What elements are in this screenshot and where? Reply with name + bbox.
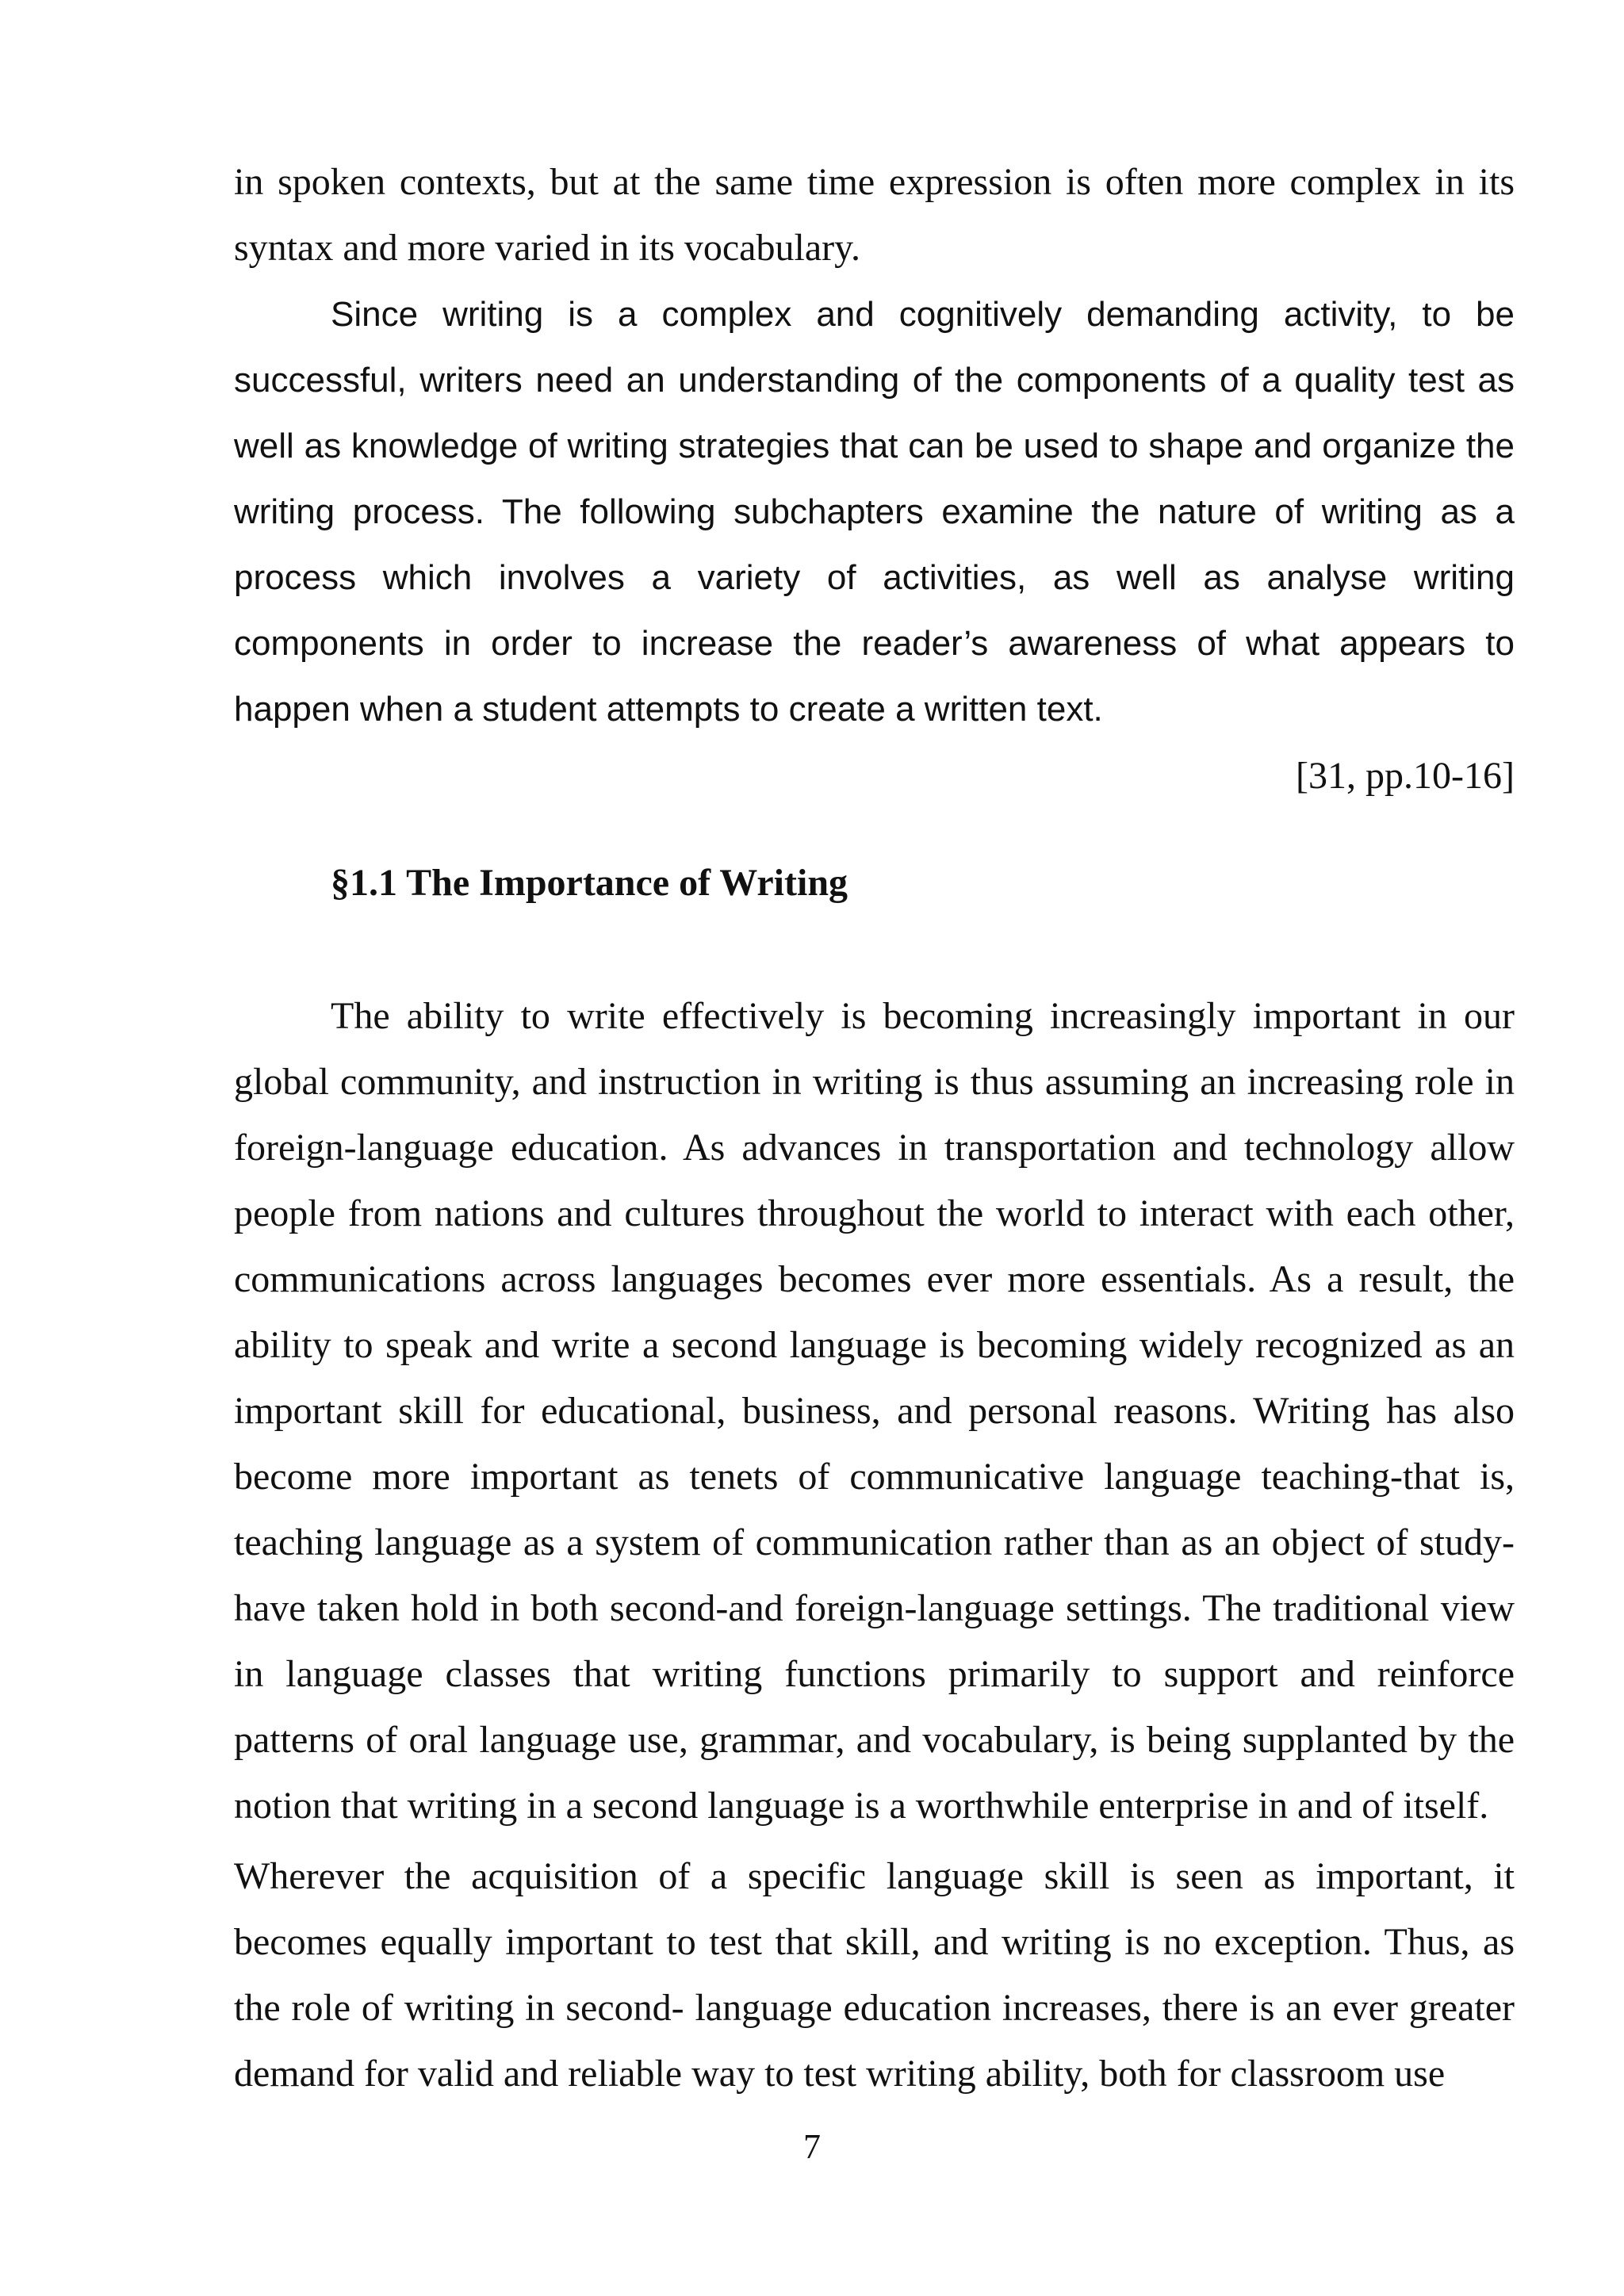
paragraph-since-writing: Since writing is a complex and cognitively demanding activity, to be successful, writers need an understanding of the components of a quality test as well as knowledge of writing strategies that can be used to shape and organize the writing process. The following subchapters examine the nature of writing as a process which involves a variety of activities, as well as analyse writing components in order to increase the reader’s awareness of what appears to happen when a student attempts to create a written text. [234, 295, 1515, 729]
paragraph-ability: The ability to write effectively is becoming increasingly important in our global community, and instruction in writing is thus assuming an increasing role in foreign-language education. As advances in transportation and technology allow people from nations and cultures throughout the world to interact with each other, communications across languages becomes ever more essentials. As a result, the ability to speak and write a second language is becoming widely recognized as an important skill for educational, business, and personal reasons. Writing has also become more important as tenets of communicative language teaching-that is, teaching language as a system of communication rather than as an object of study-have taken hold in both second-and foreign-language settings. The traditional view in language classes that writing functions primarily to support and reinforce patterns of oral language use, grammar, and vocabulary, is being supplanted by the notion that writing in a second language is a worthwhile enterprise in and of itself. [234, 995, 1515, 1827]
section-heading: §1.1 The Importance of Writing [331, 862, 848, 904]
paragraph-intro-end: in spoken contexts, but at the same time expression is often more complex in its syntax and more varied in its vocabulary. [234, 161, 1515, 269]
page-number: 7 [803, 2127, 821, 2166]
citation-reference: [31, pp.10-16] [1296, 755, 1515, 797]
paragraph-wherever: Wherever the acquisition of a specific language skill is seen as important, it becomes equally important to test that skill, and writing is no exception. Thus, as the role of writing in second- language education increases, there is an ever greater demand for valid and reliable way to test writing ability, both for classroom use [234, 1855, 1515, 2095]
